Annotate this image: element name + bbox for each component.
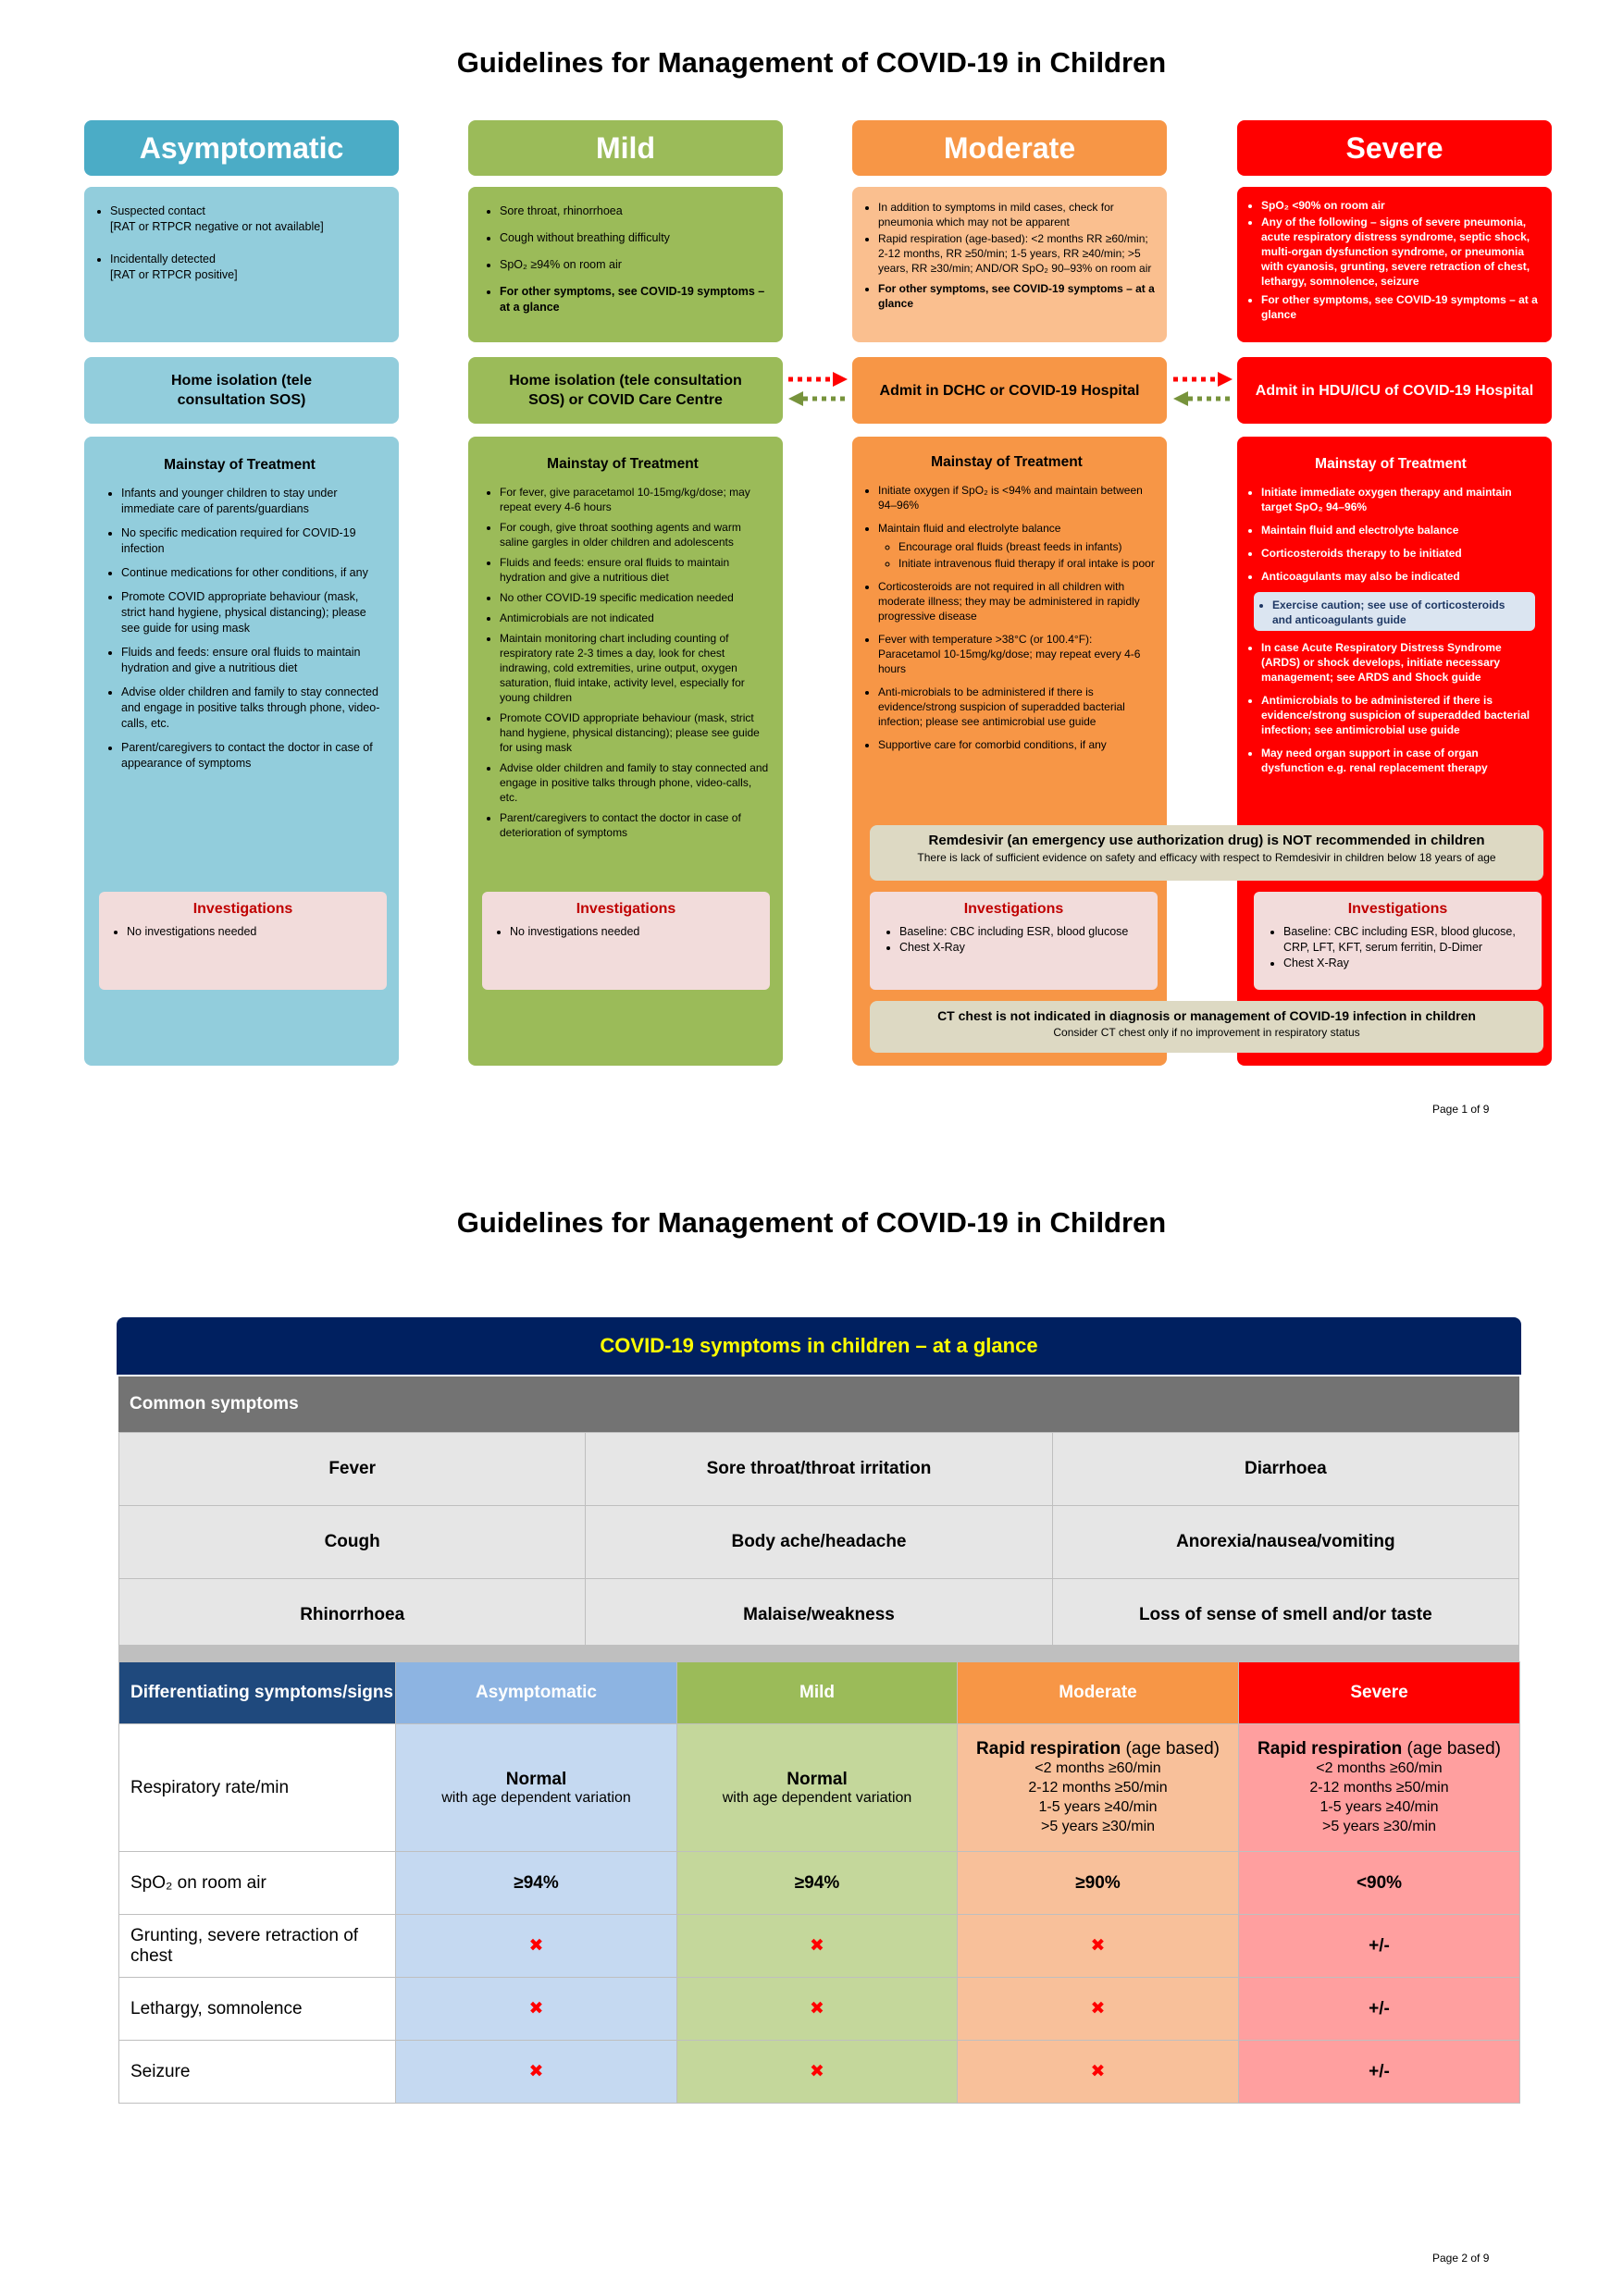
table-row — [119, 1579, 1519, 1652]
inv-mod-2: • Chest X-Ray — [899, 940, 1158, 956]
rr-line: >5 years ≥30/min — [1040, 1819, 1156, 1834]
plus-minus-value: +/- — [1239, 1978, 1520, 2041]
differentiating-table — [118, 1661, 1520, 2104]
investigations-title-asym: Investigations — [192, 901, 293, 917]
header-severe: Severe — [1237, 120, 1552, 176]
treat-mild-2: • For cough, give throat soothing agents and warm saline gargles in older children and adolescents — [500, 520, 770, 549]
treat-sev-4: • Anticoagulants may also be indicated — [1261, 569, 1541, 584]
symptom-suspected-contact-note: [RAT or RTPCR negative or not available] — [110, 220, 324, 233]
treat-mild-1: • For fever, give paracetamol 10-15mg/kg/dose; may repeat every 4-6 hours — [500, 485, 770, 514]
mainstay-title-asymptomatic: Mainstay of Treatment — [164, 457, 316, 473]
rr-normal: Normal — [787, 1769, 848, 1789]
row-label-lethargy: Lethargy, somnolence — [119, 1978, 396, 2041]
symptom-mild-2: • Cough without breathing difficulty — [500, 230, 770, 246]
rr-rapid: Rapid respiration — [1258, 1739, 1403, 1759]
spo2-asymptomatic: ≥94% — [396, 1852, 677, 1915]
symptom-moderate-2: • Rapid respiration (age-based): <2 months RR ≥60/min; 2-12 months, RR ≥50/min; 1-5 years, RR ≥40/min; >5 years, RR ≥30/min; AND/OR SpO₂ 90–93% on room air — [878, 231, 1156, 276]
treat-asym-4: • Promote COVID appropriate behaviour (mask, strict hand hygiene, physical distancing); please see guide for using mask — [121, 589, 386, 636]
symptoms-moderate — [852, 187, 1167, 342]
treat-asym-1: • Infants and younger children to stay under immediate care of parents/guardians — [121, 486, 386, 517]
treat-mod-2: Maintain fluid and electrolyte balance — [878, 522, 1061, 535]
rr-normal-sub: with age dependent variation — [441, 1789, 631, 1806]
arrow-right-head — [833, 372, 848, 387]
plus-minus-value: +/- — [1239, 1915, 1520, 1978]
escalation-arrows-mild-moderate — [785, 370, 851, 407]
symptom-severe-2: • Any of the following – signs of severe pneumonia, acute respiratory distress syndrome, septic shock, multi-organ dysfunction syndrome, or pneumonia with cyanosis, grunting, severe retraction of chest, lethargy, somnolence, seizure — [1261, 215, 1541, 289]
symptom-severe-1: • SpO₂ <90% on room air — [1261, 198, 1541, 213]
cross-icon: ✖ — [958, 1978, 1239, 2041]
symptom-mild-4: • For other symptoms, see COVID-19 symptoms – at a glance — [500, 284, 770, 315]
treat-mod-6: • Supportive care for comorbid conditions, if any — [878, 737, 1156, 752]
mainstay-title-moderate: Mainstay of Treatment — [931, 454, 1083, 470]
care-moderate: Admit in DCHC or COVID-19 Hospital — [852, 357, 1167, 424]
remdesivir-title: Remdesivir (an emergency use authorization drug) is NOT recommended in children — [928, 833, 1485, 848]
symptom-severe-3: • For other symptoms, see COVID-19 symptoms – at a glance — [1261, 292, 1541, 322]
row-label-seizure: Seizure — [119, 2041, 396, 2104]
table-row — [119, 1724, 1520, 1852]
inv-sev-2: • Chest X-Ray — [1283, 956, 1534, 971]
symptom-incidentally-detected-note: [RAT or RTPCR positive] — [110, 268, 238, 281]
treat-asym-2: • No specific medication required for COVID-19 infection — [121, 525, 386, 557]
spo2-severe: <90% — [1239, 1852, 1520, 1915]
page2-title: Guidelines for Management of COVID-19 in Children — [456, 1206, 1167, 1239]
table-row — [119, 2041, 1520, 2104]
inv-mod-1: • Baseline: CBC including ESR, blood glucose — [899, 924, 1158, 940]
escalation-arrows-moderate-severe — [1170, 370, 1236, 407]
ct-chest-note — [870, 1001, 1543, 1053]
header-asymptomatic: Asymptomatic — [84, 120, 399, 176]
common-symptoms-table — [118, 1432, 1519, 1652]
treat-sev-7: • May need organ support in case of organ dysfunction e.g. renal replacement therapy — [1261, 746, 1541, 775]
header-severe-col: Severe — [1239, 1662, 1520, 1724]
treat-sev-5: • In case Acute Respiratory Distress Syndrome (ARDS) or shock develops, initiate necessary management; see ARDS and Shock guide — [1261, 640, 1541, 685]
treat-mild-5: • Antimicrobials are not indicated — [500, 611, 770, 625]
treat-mild-4: • No other COVID-19 specific medication needed — [500, 590, 770, 605]
caution-note — [1254, 592, 1535, 631]
rr-severe — [1239, 1724, 1520, 1852]
inv-asym-1: • No investigations needed — [127, 924, 387, 940]
symptom-moderate-1: • In addition to symptoms in mild cases, check for pneumonia which may not be apparent — [878, 200, 1156, 229]
table-header-row — [119, 1662, 1520, 1724]
inv-mild-1: • No investigations needed — [510, 924, 770, 940]
symptom-incidentally-detected: Incidentally detected — [110, 253, 216, 265]
arrow-left-head — [788, 391, 803, 406]
rr-line: 1-5 years ≥40/min — [1319, 1799, 1439, 1815]
investigations-title-sev: Investigations — [1347, 901, 1448, 917]
mainstay-title-mild: Mainstay of Treatment — [547, 456, 699, 472]
treat-mod-2b: ◦ Initiate intravenous fluid therapy if oral intake is poor — [898, 556, 1156, 571]
symptom-cell: Sore throat/throat irritation — [586, 1433, 1052, 1506]
treat-mild-9: • Parent/caregivers to contact the doctor in case of deterioration of symptoms — [500, 810, 770, 840]
symptom-cell: Loss of sense of smell and/or taste — [1052, 1579, 1518, 1652]
treat-sev-1: • Initiate immediate oxygen therapy and maintain target SpO₂ 94–96% — [1261, 485, 1541, 514]
symptoms-severe — [1237, 187, 1552, 342]
cross-icon: ✖ — [396, 1915, 677, 1978]
care-asymptomatic: Home isolation (tele consultation SOS) — [84, 357, 399, 424]
rr-rapid-suffix: (age based) — [1402, 1739, 1501, 1759]
symptom-cell: Malaise/weakness — [586, 1579, 1052, 1652]
symptoms-asymptomatic — [84, 187, 399, 342]
cross-icon: ✖ — [677, 1978, 958, 2041]
treat-mod-2a: ◦ Encourage oral fluids (breast feeds in infants) — [898, 539, 1156, 554]
symptom-cell: Fever — [119, 1433, 586, 1506]
investigations-title-mod: Investigations — [963, 901, 1064, 917]
investigations-mild — [482, 892, 770, 990]
row-label-respiratory: Respiratory rate/min — [119, 1724, 396, 1852]
table-row — [119, 1978, 1520, 2041]
treat-mild-8: • Advise older children and family to stay connected and engage in positive talks through phone, video-calls, etc. — [500, 760, 770, 805]
row-label-spo2: SpO₂ on room air — [119, 1852, 396, 1915]
rr-line: 2-12 months ≥50/min — [1028, 1780, 1168, 1796]
cross-icon: ✖ — [396, 1978, 677, 2041]
inv-sev-1: • Baseline: CBC including ESR, blood glucose, CRP, LFT, KFT, serum ferritin, D-Dimer — [1283, 924, 1534, 956]
rr-normal-sub: with age dependent variation — [722, 1789, 912, 1806]
cross-icon: ✖ — [958, 2041, 1239, 2104]
table-row — [119, 1852, 1520, 1915]
glance-banner: COVID-19 symptoms in children – at a glance — [117, 1317, 1521, 1375]
symptom-moderate-3: • For other symptoms, see COVID-19 symptoms – at a glance — [878, 281, 1156, 311]
common-symptoms-header: Common symptoms — [118, 1376, 1519, 1432]
treat-asym-7: • Parent/caregivers to contact the doctor in case of appearance of symptoms — [121, 740, 386, 772]
investigations-severe — [1254, 892, 1542, 990]
rr-moderate — [958, 1724, 1239, 1852]
treat-mild-7: • Promote COVID appropriate behaviour (mask, strict hand hygiene, physical distancing); please see guide for using mask — [500, 710, 770, 755]
table-separator — [118, 1645, 1519, 1661]
cross-icon: ✖ — [677, 2041, 958, 2104]
rr-line: >5 years ≥30/min — [1321, 1819, 1437, 1834]
investigations-moderate — [870, 892, 1158, 990]
treat-asym-5: • Fluids and feeds: ensure oral fluids to maintain hydration and give a nutritious diet — [121, 645, 386, 676]
rr-line: 2-12 months ≥50/min — [1309, 1780, 1449, 1796]
rr-rapid: Rapid respiration — [976, 1739, 1121, 1759]
investigations-asymptomatic — [99, 892, 387, 990]
treat-sev-3: • Corticosteroids therapy to be initiated — [1261, 546, 1541, 561]
treat-asym-6: • Advise older children and family to stay connected and engage in positive talks through phone, video-calls, etc. — [121, 685, 386, 732]
header-moderate-col: Moderate — [958, 1662, 1239, 1724]
header-mild-col: Mild — [677, 1662, 958, 1724]
arrow-right-head — [1218, 372, 1233, 387]
symptoms-mild — [468, 187, 783, 342]
symptom-cell: Anorexia/nausea/vomiting — [1052, 1506, 1518, 1579]
rr-normal: Normal — [505, 1769, 567, 1789]
table-row — [119, 1433, 1519, 1506]
care-mild: Home isolation (tele consultation SOS) or COVID Care Centre — [468, 357, 783, 424]
plus-minus-value: +/- — [1239, 2041, 1520, 2104]
remdesivir-note — [870, 825, 1543, 881]
treat-mod-3: • Corticosteroids are not required in all children with moderate illness; they may be administered in rapidly progressive disease — [878, 579, 1156, 623]
page-number-2: Page 2 of 9 — [1432, 2252, 1490, 2265]
remdesivir-text: There is lack of sufficient evidence on safety and efficacy with respect to Remdesivir in children below 18 years of age — [917, 851, 1496, 864]
header-mild: Mild — [468, 120, 783, 176]
rr-line: 1-5 years ≥40/min — [1038, 1799, 1158, 1815]
symptom-cell: Rhinorrhoea — [119, 1579, 586, 1652]
treat-mod-5: • Anti-microbials to be administered if there is evidence/strong suspicion of superadded bacterial infection; please see antimicrobial use guide — [878, 685, 1156, 729]
symptom-suspected-contact: Suspected contact — [110, 204, 205, 217]
header-moderate: Moderate — [852, 120, 1167, 176]
treat-mod-4: • Fever with temperature >38°C (or 100.4°F): Paracetamol 10-15mg/kg/dose; may repeat every 4-6 hours — [878, 632, 1156, 676]
table-row — [119, 1506, 1519, 1579]
spo2-moderate: ≥90% — [958, 1852, 1239, 1915]
treat-mild-6: • Maintain monitoring chart including counting of respiratory rate 2-3 times a day, look for chest indrawing, cold extremities, urine output, oxygen saturation, fluid intake, activity level, especially for young children — [500, 631, 770, 705]
rr-mild — [677, 1724, 958, 1852]
treat-mod-1: • Initiate oxygen if SpO₂ is <94% and maintain between 94–96% — [878, 483, 1156, 512]
table-row — [119, 1915, 1520, 1978]
header-asymptomatic-col: Asymptomatic — [396, 1662, 677, 1724]
symptom-mild-3: • SpO₂ ≥94% on room air — [500, 257, 770, 273]
mainstay-title-severe: Mainstay of Treatment — [1315, 456, 1467, 472]
investigations-title-mild: Investigations — [576, 901, 676, 917]
page1-title: Guidelines for Management of COVID-19 in Children — [456, 46, 1167, 79]
rr-line: <2 months ≥60/min — [1316, 1760, 1443, 1776]
treat-sev-2: • Maintain fluid and electrolyte balance — [1261, 523, 1541, 537]
ct-chest-title: CT chest is not indicated in diagnosis or management of COVID-19 infection in children — [937, 1008, 1476, 1023]
cross-icon: ✖ — [958, 1915, 1239, 1978]
treat-asym-3: • Continue medications for other conditions, if any — [121, 565, 386, 581]
rr-rapid-suffix: (age based) — [1121, 1739, 1220, 1759]
page-number-1: Page 1 of 9 — [1432, 1103, 1490, 1116]
treat-mild-3: • Fluids and feeds: ensure oral fluids to maintain hydration and give a nutritious diet — [500, 555, 770, 585]
symptom-mild-1: • Sore throat, rhinorrhoea — [500, 204, 770, 219]
symptom-cell: Body ache/headache — [586, 1506, 1052, 1579]
spo2-mild: ≥94% — [677, 1852, 958, 1915]
arrow-left-head — [1173, 391, 1188, 406]
cross-icon: ✖ — [396, 2041, 677, 2104]
rr-line: <2 months ≥60/min — [1035, 1760, 1161, 1776]
header-differentiating: Differentiating symptoms/signs — [119, 1662, 396, 1724]
treat-sev-6: • Antimicrobials to be administered if there is evidence/strong suspicion of superadded bacterial infection; see antimicrobial use guide — [1261, 693, 1541, 737]
cross-icon: ✖ — [677, 1915, 958, 1978]
rr-asymptomatic — [396, 1724, 677, 1852]
care-severe: Admit in HDU/ICU of COVID-19 Hospital — [1237, 357, 1552, 424]
symptom-cell: Diarrhoea — [1052, 1433, 1518, 1506]
symptom-cell: Cough — [119, 1506, 586, 1579]
row-label-grunting: Grunting, severe retraction of chest — [119, 1915, 396, 1978]
ct-chest-text: Consider CT chest only if no improvement in respiratory status — [1053, 1026, 1360, 1039]
caution-text: • Exercise caution; see use of corticosteroids and anticoagulants guide — [1272, 598, 1528, 627]
